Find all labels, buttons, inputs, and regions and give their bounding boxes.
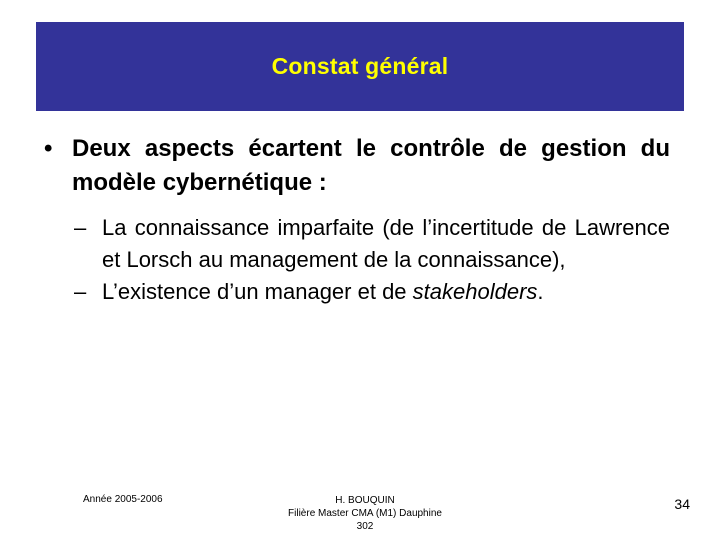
footer-author-name: H. BOUQUIN [335, 495, 395, 506]
footer-code: 302 [356, 521, 374, 532]
sub-item-text: La connaissance imparfaite (de l’incertitude de Lawrence et Lorsch au management de la connaissance), [102, 215, 670, 272]
sub-item-text [102, 276, 670, 308]
bullet-item [44, 132, 670, 200]
sub-item [74, 212, 670, 276]
bullet-marker: • [44, 135, 53, 162]
bullet-text: Deux aspects écartent le contrôle de gestion du modèle cybernétique : [72, 135, 670, 196]
title-bar [36, 22, 684, 111]
sub-item [74, 276, 670, 308]
sub-item-text-italic: stakeholders [412, 279, 538, 304]
footer-program: Filière Master CMA (M1) Dauphine [288, 508, 442, 519]
sub-list [74, 212, 670, 308]
sub-item-text-before: L’existence d’un manager et de [102, 279, 413, 304]
sub-dash: – [74, 279, 87, 304]
page-number: 34 [674, 496, 690, 512]
sub-dash: – [74, 215, 87, 240]
footer-year: Année 2005-2006 [83, 494, 163, 505]
footer-author [240, 494, 490, 533]
slide-title: Constat général [271, 53, 449, 79]
slide-content [44, 132, 670, 308]
sub-item-text-after: . [537, 279, 544, 304]
